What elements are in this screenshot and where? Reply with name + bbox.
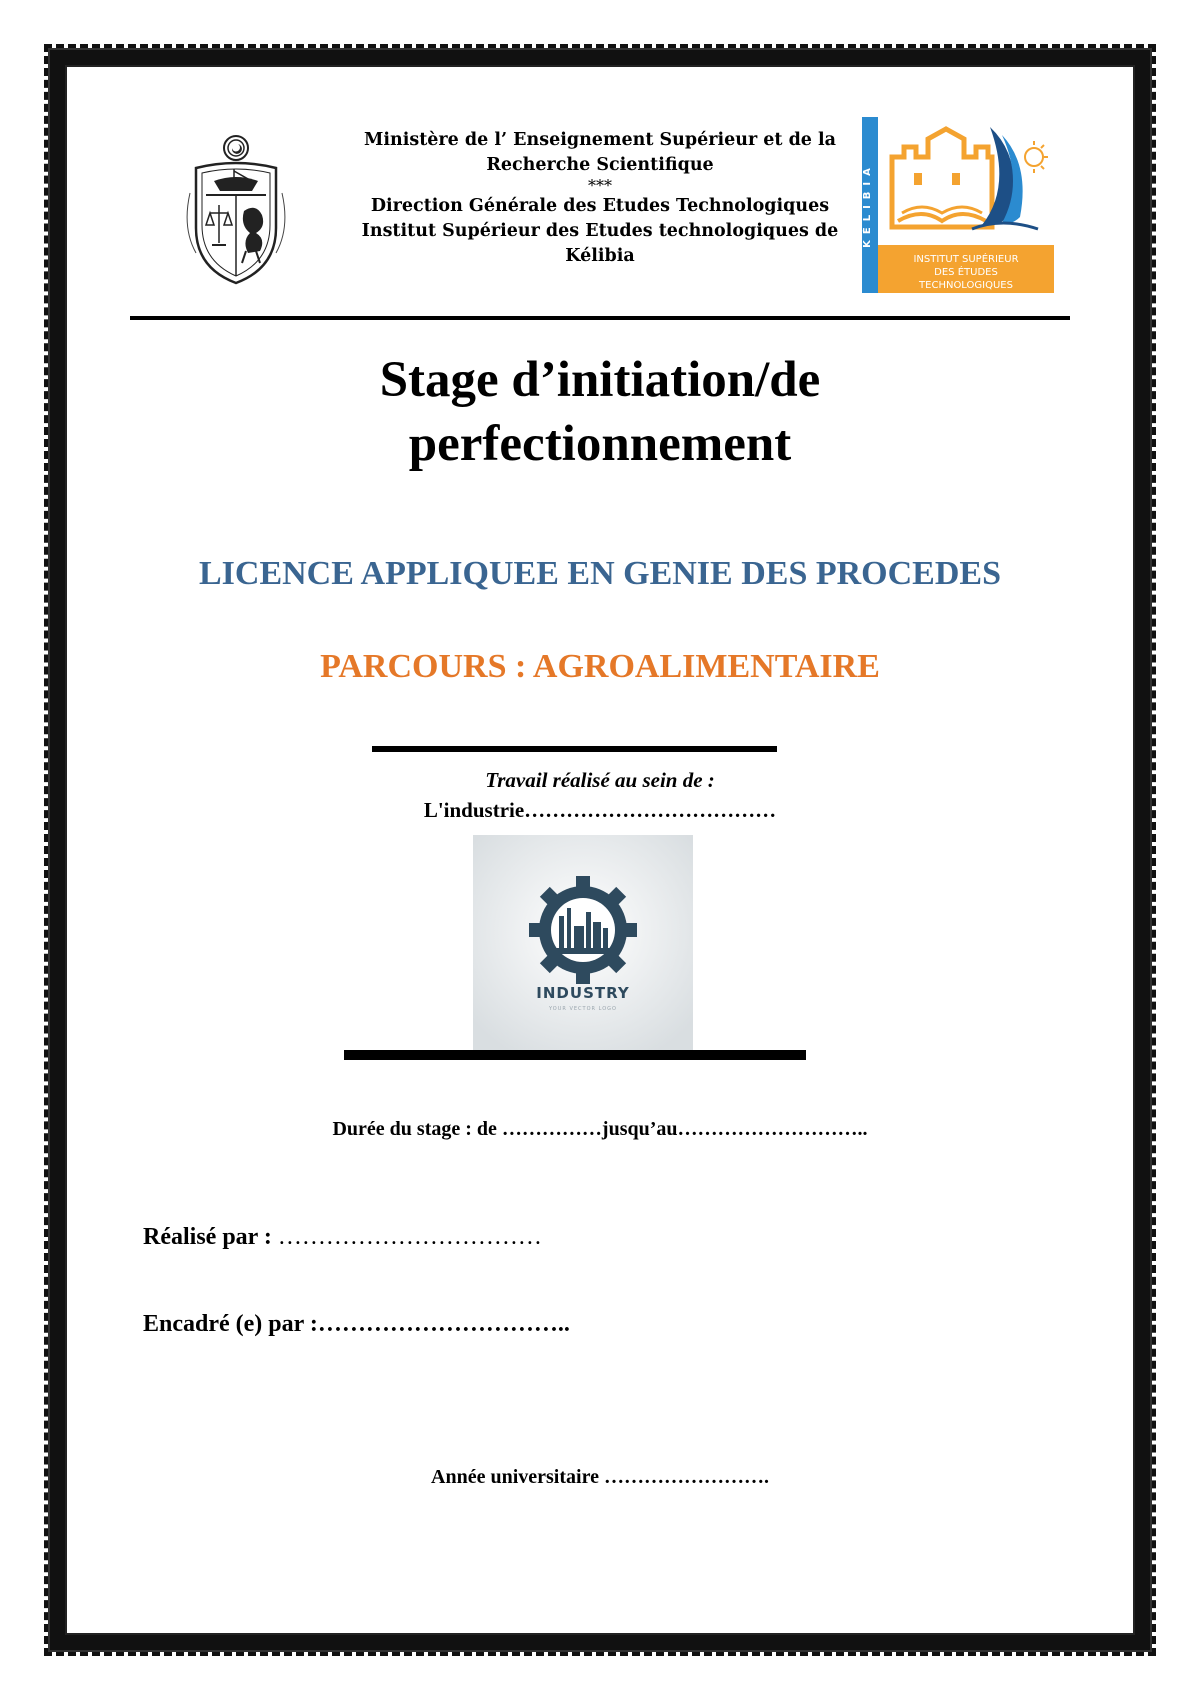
institut-line1: Institut Supérieur des Etudes technologiques de: [361, 221, 839, 241]
title-line1: Stage d’initiation/de: [379, 352, 821, 408]
industry-logo: [473, 835, 693, 1050]
logo-banner-line3: TECHNOLOGIQUES: [919, 280, 1013, 291]
industrie-field: L'industrie………………………………: [423, 798, 777, 822]
institut-line2: Kélibia: [565, 246, 635, 266]
realise-label: Réalisé par :: [143, 1224, 278, 1250]
coat-of-arms-icon: [176, 133, 296, 291]
ministry-line1: Ministère de l’ Enseignement Supérieur et de la: [363, 130, 837, 150]
logo-banner-line2: DES ÉTUDES: [934, 267, 998, 278]
header-divider: [130, 316, 1070, 320]
logo-side-text: KÉLIBIA: [862, 162, 873, 248]
duree-field: Durée du stage : de ……………jusqu’au………………………..: [332, 1118, 868, 1140]
title-line2: perfectionnement: [408, 416, 792, 472]
gear-icon: [529, 876, 637, 984]
ministry-line2: Recherche Scientifique: [486, 155, 714, 175]
section-divider: [372, 746, 777, 752]
parcours-heading: PARCOURS : AGROALIMENTAIRE: [320, 648, 880, 685]
header-separator: ***: [588, 176, 612, 195]
industry-logo-name: INDUSTRY: [536, 984, 630, 1002]
encadre-par-field: Encadré (e) par :…………………………..: [143, 1311, 570, 1337]
document-title: [200, 348, 1000, 476]
travail-label: Travail réalisé au sein de :: [485, 768, 715, 792]
industry-logo-tagline: YOUR VECTOR LOGO: [549, 1006, 617, 1012]
realise-dots: ……………………………: [277, 1224, 542, 1250]
licence-heading: LICENCE APPLIQUEE EN GENIE DES PROCEDES: [198, 555, 1001, 592]
annee-universitaire-field: Année universitaire …………………….: [431, 1466, 769, 1488]
institution-header: [340, 128, 860, 269]
realise-par-field: [143, 1224, 542, 1251]
logo-banner-line1: INSTITUT SUPÉRIEUR: [913, 254, 1019, 265]
section-divider-bottom: [344, 1050, 806, 1060]
iset-kelibia-logo: [862, 117, 1054, 293]
direction-line: Direction Générale des Etudes Technologiques: [370, 196, 830, 216]
